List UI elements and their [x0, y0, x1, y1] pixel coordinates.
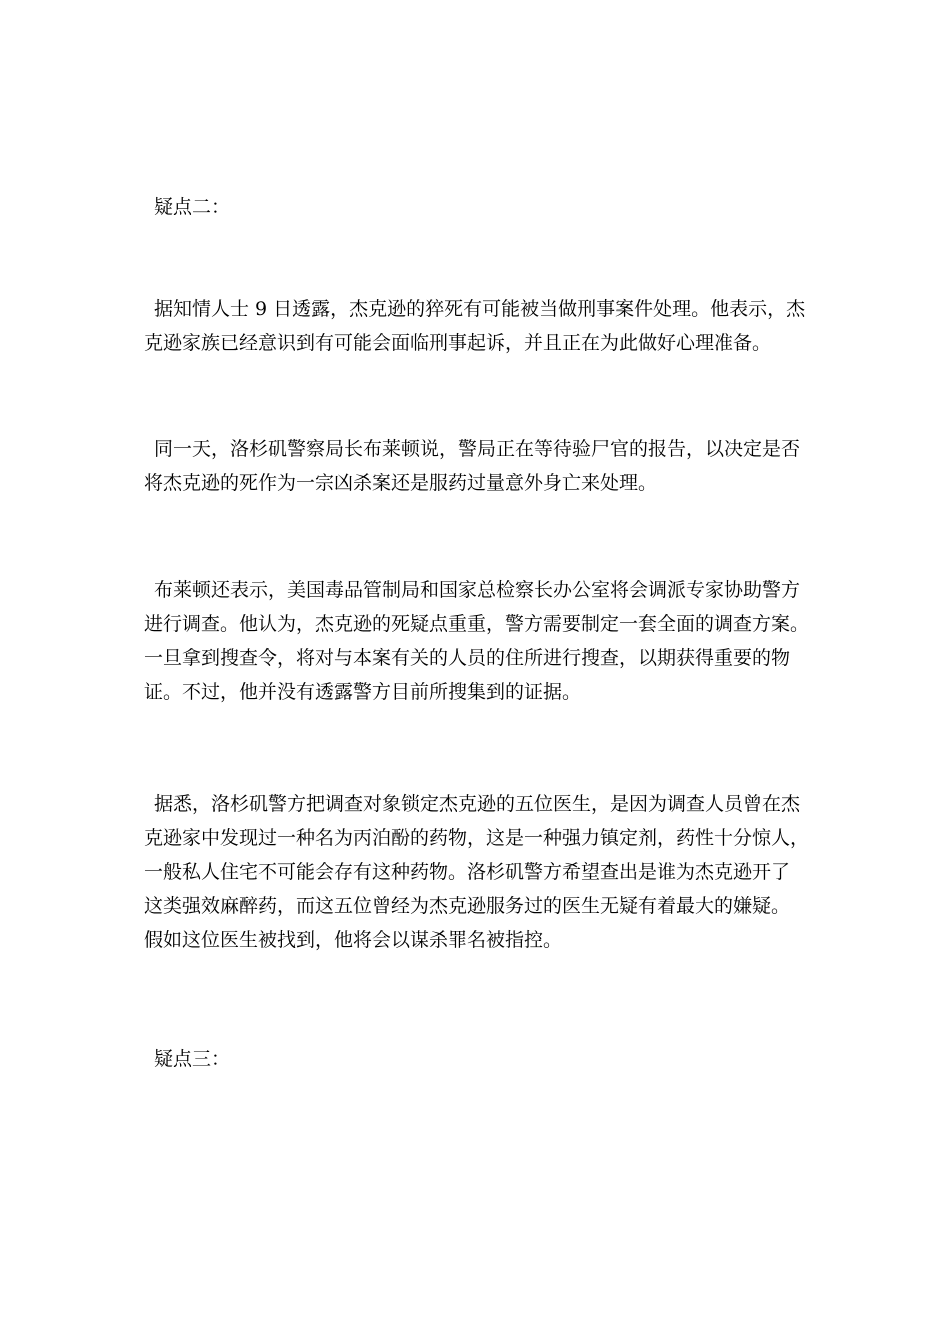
paragraph-line: 将杰克逊的死作为一宗凶杀案还是服药过量意外身亡来处理。: [144, 472, 658, 494]
section-heading-2: [144, 190, 812, 224]
paragraph-line: 克逊家中发现过一种名为丙泊酚的药物，这是一种强力镇定剂，药性十分惊人，: [144, 827, 810, 849]
paragraph-4: [144, 787, 812, 957]
paragraph-line: 假如这位医生被找到，他将会以谋杀罪名被指控。: [144, 929, 563, 951]
paragraph-line: 布莱顿还表示，美国毒品管制局和国家总检察长办公室将会调派专家协助警方: [154, 579, 801, 601]
paragraph-2: [144, 432, 812, 500]
paragraph-1: [144, 292, 812, 360]
paragraph-line: 一旦拿到搜查令，将对与本案有关的人员的住所进行搜查，以期获得重要的物: [144, 647, 791, 669]
paragraph-line: 据悉，洛杉矶警方把调查对象锁定杰克逊的五位医生，是因为调查人员曾在杰: [154, 793, 801, 815]
paragraph-3: [144, 573, 812, 709]
paragraph-line: 克逊家族已经意识到有可能会面临刑事起诉，并且正在为此做好心理准备。: [144, 332, 772, 354]
paragraph-line: 一般私人住宅不可能会存有这种药物。洛杉矶警方希望查出是谁为杰克逊开了: [144, 861, 791, 883]
heading-text: 疑点二：: [154, 196, 231, 218]
paragraph-line: 同一天，洛杉矶警察局长布莱顿说，警局正在等待验尸官的报告，以决定是否: [154, 438, 801, 460]
paragraph-line: 证。不过，他并没有透露警方目前所搜集到的证据。: [144, 681, 582, 703]
paragraph-line: 这类强效麻醉药，而这五位曾经为杰克逊服务过的医生无疑有着最大的嫌疑。: [144, 895, 791, 917]
paragraph-line: 据知情人士 9 日透露，杰克逊的猝死有可能被当做刑事案件处理。他表示，杰: [154, 298, 806, 320]
section-heading-3: [144, 1042, 812, 1076]
heading-text: 疑点三：: [154, 1048, 231, 1070]
paragraph-line: 进行调查。他认为，杰克逊的死疑点重重，警方需要制定一套全面的调查方案。: [144, 613, 810, 635]
